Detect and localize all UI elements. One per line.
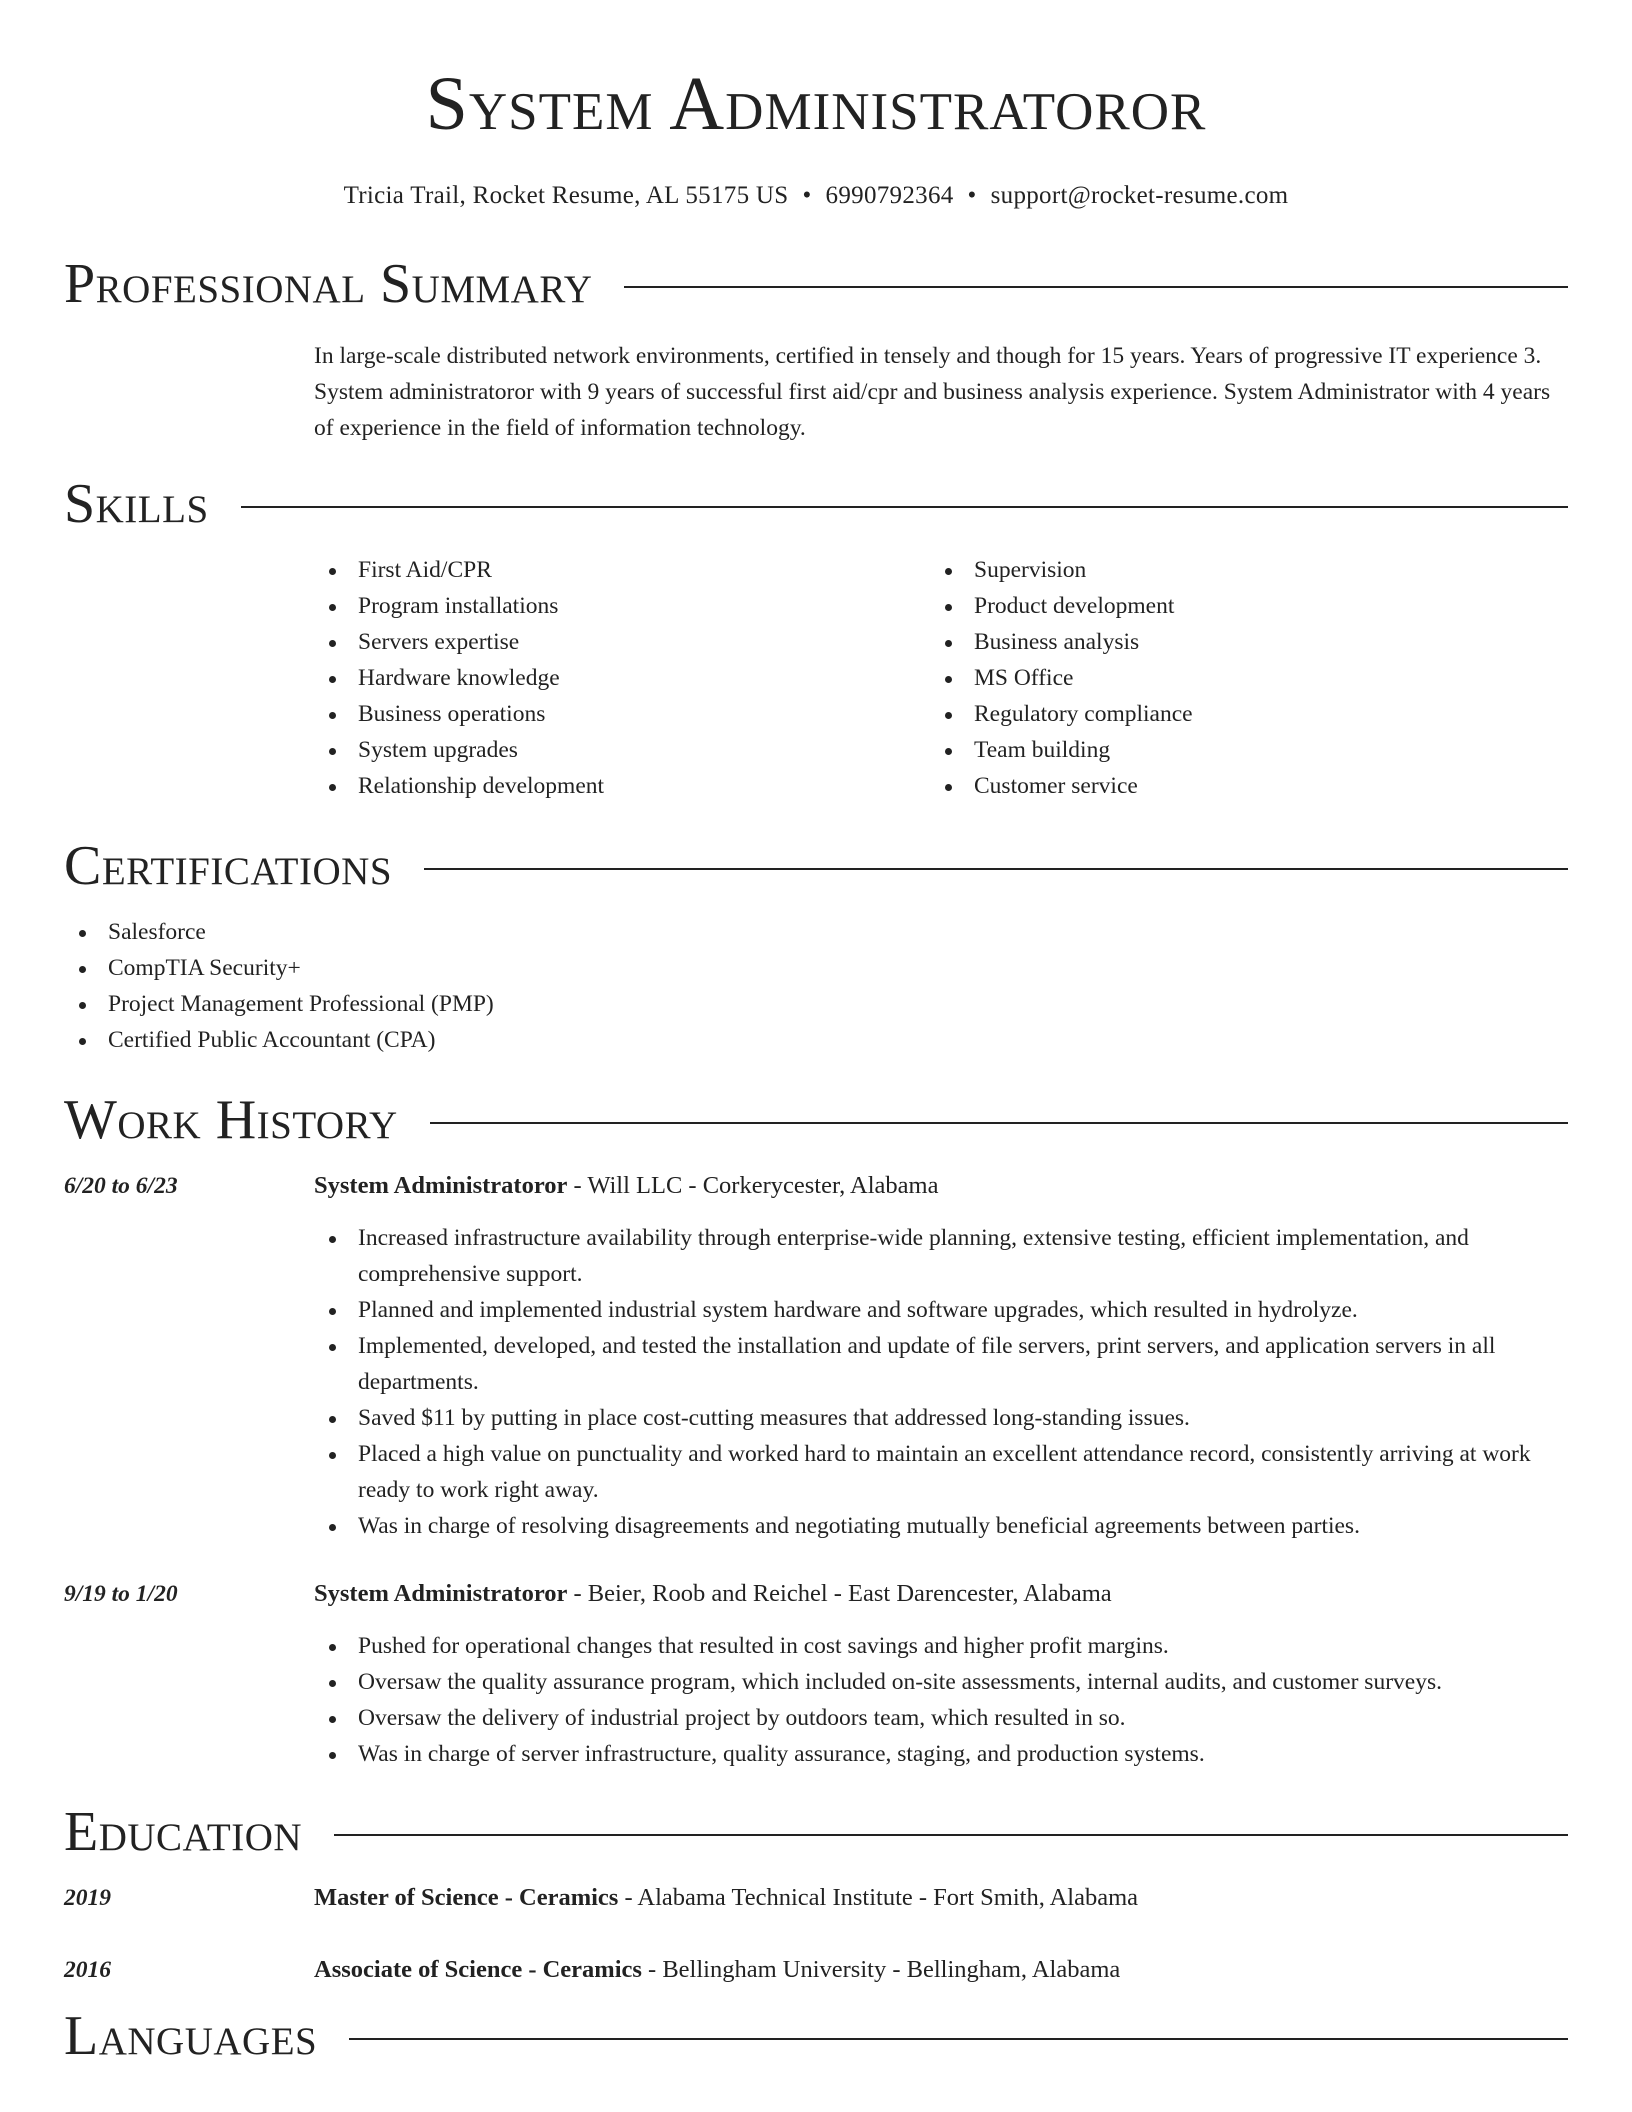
school-info: - Bellingham University - Bellingham, Alabama [641,1956,1121,1983]
job-duties-list [314,1628,1568,1772]
contact-address: Tricia Trail, Rocket Resume, AL 55175 US [343,182,789,209]
certification-item: CompTIA Security+ [64,950,1568,986]
languages-heading: Languages [64,2005,318,2067]
education-entry [64,1952,1568,1988]
education-details [314,1952,1568,1988]
certification-item: Certified Public Accountant (CPA) [64,1022,1568,1058]
education-heading: Education [64,1801,303,1863]
job-dates: 6/20 to 6/23 [64,1173,178,1199]
skills-section [0,473,1632,804]
skill-item: Business analysis [930,624,1546,660]
section-divider [430,1122,1568,1124]
certifications-section [0,835,1632,1058]
skill-item: MS Office [930,660,1546,696]
skill-item: System upgrades [314,732,930,768]
section-divider [624,286,1568,288]
job-employer: - Beier, Roob and Reichel - East Darencester, Alabama [567,1580,1112,1607]
education-section [0,1801,1632,1988]
summary-text: In large-scale distributed network environments, certified in tensely and though for 15 years. Years of progressive IT experience 3. System administratoror with 9 years of successful first aid/cpr and business analysis experience. System Administrator with 4 years of experience in the field of information technology. [314,343,1551,441]
job-duty-item: Oversaw the delivery of industrial project by outdoors team, which resulted in so. [314,1700,1568,1736]
contact-separator: • [802,182,812,209]
skill-item: Team building [930,732,1546,768]
degree-name: Master of Science - Ceramics [314,1884,619,1911]
candidate-name: System Administratoror [425,62,1207,146]
skill-item: Program installations [314,588,930,624]
skills-heading: Skills [64,473,209,535]
job-dates: 9/19 to 1/20 [64,1581,178,1607]
job-duty-item: Oversaw the quality assurance program, which included on-site assessments, internal audits, and customer surveys. [314,1664,1568,1700]
job-duty-item: Planned and implemented industrial system hardware and software upgrades, which resulted in hydrolyze. [314,1292,1568,1328]
job-title: System Administratoror [314,1580,568,1607]
education-year: 2019 [64,1885,111,1911]
contact-separator: • [967,182,977,209]
skill-item: Hardware knowledge [314,660,930,696]
section-divider [334,1834,1568,1836]
job-duty-item: Implemented, developed, and tested the installation and update of file servers, print servers, and application servers in all departments. [314,1328,1568,1400]
job-duty-item: Pushed for operational changes that resulted in cost savings and higher profit margins. [314,1628,1568,1664]
section-divider [241,506,1568,508]
work-history-header [64,1089,1568,1151]
languages-section [0,2005,1632,2067]
skill-item: Supervision [930,552,1546,588]
job-entry [64,1168,1568,1544]
job-employer: - Will LLC - Corkerycester, Alabama [567,1172,939,1199]
education-details [314,1880,1568,1916]
job-duties-list [314,1220,1568,1544]
education-entry [64,1880,1568,1916]
job-entry [64,1576,1568,1772]
job-body [314,1168,1568,1544]
job-duty-item: Was in charge of server infrastructure, quality assurance, staging, and production systems. [314,1736,1568,1772]
certification-item: Salesforce [64,914,1568,950]
job-duty-item: Increased infrastructure availability through enterprise-wide planning, extensive testing, efficient implementation, and comprehensive support. [314,1220,1568,1292]
summary-section [0,253,1632,446]
skill-item: Servers expertise [314,624,930,660]
summary-heading: Professional Summary [64,253,593,315]
work-history-heading: Work History [64,1089,398,1151]
job-duty-item: Saved $11 by putting in place cost-cutting measures that addressed long-standing issues. [314,1400,1568,1436]
job-title-line [314,1168,1568,1204]
section-divider [424,868,1568,870]
job-title: System Administratoror [314,1172,568,1199]
languages-header [64,2005,1568,2067]
skill-item: Relationship development [314,768,930,804]
skills-column-left [314,552,930,804]
skills-list-left [314,552,930,804]
certifications-list [64,914,1568,1058]
education-header [64,1801,1568,1863]
job-title-line [314,1576,1568,1612]
skill-item: Product development [930,588,1546,624]
job-duty-item: Was in charge of resolving disagreements and negotiating mutually beneficial agreements between parties. [314,1508,1568,1544]
skills-list-right [930,552,1546,804]
skills-column-right [930,552,1546,804]
school-info: - Alabama Technical Institute - Fort Smith, Alabama [618,1884,1139,1911]
job-duty-item: Placed a high value on punctuality and worked hard to maintain an excellent attendance record, consistently arriving at work ready to work right away. [314,1436,1568,1508]
contact-phone: 6990792364 [825,182,954,209]
skill-item: Regulatory compliance [930,696,1546,732]
certifications-header [64,835,1568,897]
certifications-heading: Certifications [64,835,393,897]
section-divider [349,2038,1568,2040]
job-body [314,1576,1568,1772]
skill-item: First Aid/CPR [314,552,930,588]
skills-header [64,473,1568,535]
certification-item: Project Management Professional (PMP) [64,986,1568,1022]
work-history-section [0,1089,1632,1772]
degree-name: Associate of Science - Ceramics [314,1956,642,1983]
education-year: 2016 [64,1957,111,1983]
contact-email[interactable]: support@rocket-resume.com [990,182,1289,209]
skill-item: Business operations [314,696,930,732]
skills-grid [314,552,1568,804]
summary-header [64,253,1568,315]
contact-line [0,182,1632,210]
skill-item: Customer service [930,768,1546,804]
